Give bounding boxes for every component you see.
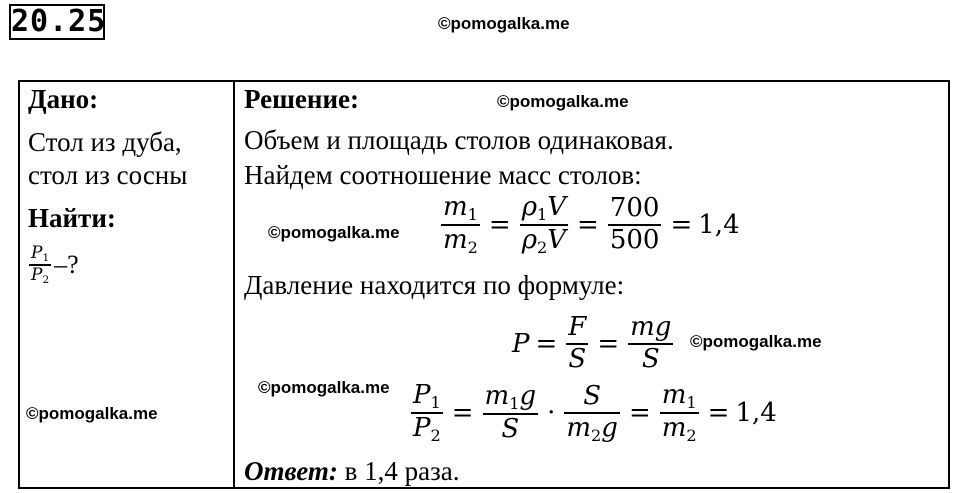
given-line-2: стол из сосны bbox=[28, 160, 188, 190]
solution-line-2: Найдем соотношение масс столов: bbox=[244, 160, 642, 190]
watermark: ©pomogalka.me bbox=[690, 332, 822, 351]
mass-ratio-formula: $\frac{m_1}{m_2}$ = $\frac{\rho_1V}{\rho_2V}$ = $\frac{700}{500}$ = 1,4 bbox=[443, 192, 740, 258]
solution-heading: Решение: bbox=[244, 84, 359, 114]
watermark: ©pomogalka.me bbox=[26, 404, 158, 423]
given-line-1: Стол из дуба, bbox=[28, 127, 182, 157]
watermark: ©pomogalka.me bbox=[258, 378, 390, 397]
watermark: ©pomogalka.me bbox=[438, 14, 570, 33]
problem-number: 20.25 bbox=[11, 4, 107, 39]
watermark: ©pomogalka.me bbox=[268, 223, 400, 242]
mass-ratio-value: 1,4 bbox=[698, 210, 740, 241]
pressure-formula: P = $\frac{F}{S}$ = $\frac{mg}{S}$ bbox=[512, 312, 672, 374]
find-formula: $\frac{P_1}{P_2}$ –? bbox=[31, 243, 79, 287]
watermark: ©pomogalka.me bbox=[497, 92, 629, 111]
answer-text: в 1,4 раза. bbox=[344, 456, 460, 486]
answer-label: Ответ: bbox=[244, 456, 338, 486]
pressure-ratio-formula: $\frac{P_1}{P_2}$ = $\frac{m_1g}{S}$ · $\frac{S}{m_2g}$ = $\frac{m_1}{m_2}$ = 1,4 bbox=[413, 380, 777, 446]
solution-line-3: Давление находится по формуле: bbox=[244, 270, 625, 300]
answer-line bbox=[244, 456, 460, 486]
column-divider bbox=[233, 80, 235, 489]
find-heading: Найти: bbox=[28, 203, 116, 233]
density-oak: 700 bbox=[609, 193, 660, 224]
density-pine: 500 bbox=[609, 225, 660, 256]
find-suffix: –? bbox=[54, 250, 79, 280]
solution-line-1: Объем и площадь столов одинаковая. bbox=[244, 125, 674, 155]
pressure-ratio-value: 1,4 bbox=[735, 398, 777, 429]
given-heading: Дано: bbox=[28, 84, 99, 114]
